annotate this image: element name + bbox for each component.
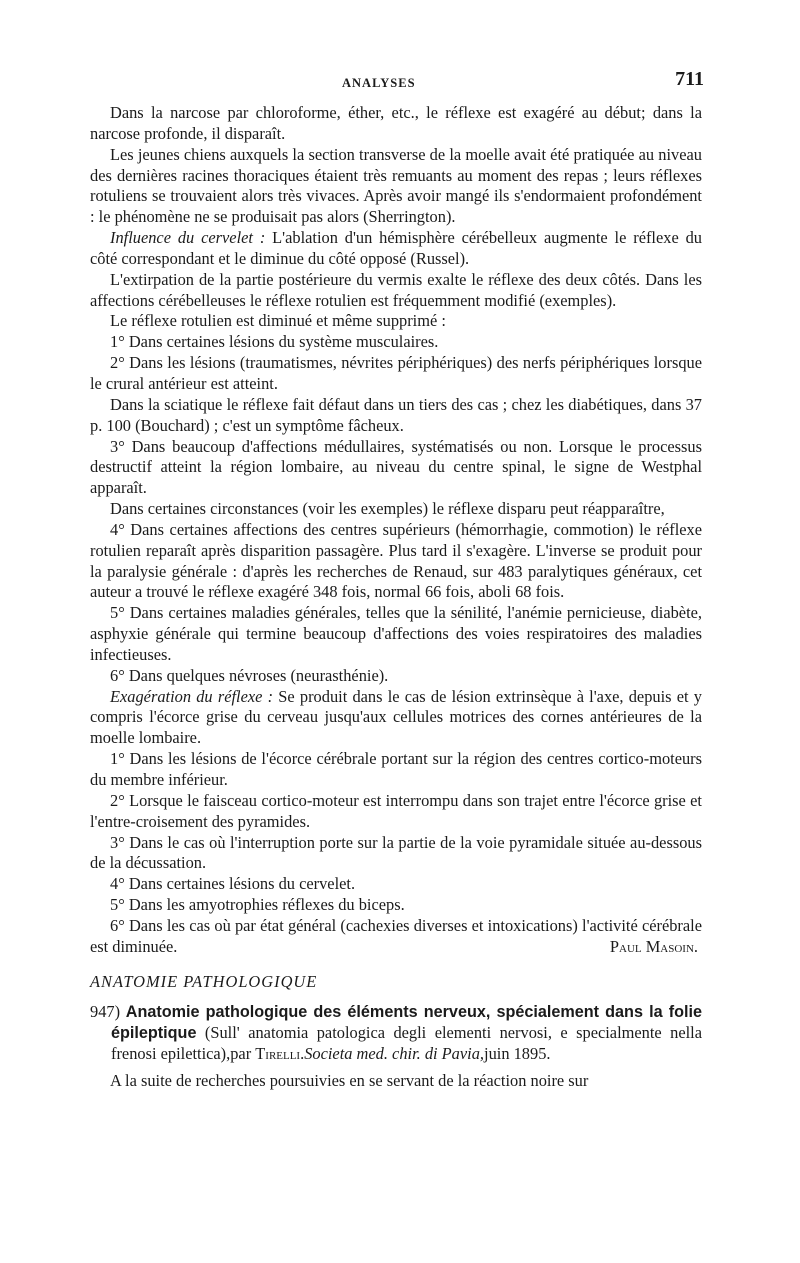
paragraph: Dans la sciatique le réflexe fait défaut dans un tiers des cas ; chez les diabétiques, dans 37 p. 100 (Bouchard) ; c'est un symptôme fâcheux. <box>90 394 702 435</box>
paragraph-text: L'ablation d'un hémisphère cérébelleux augmente le réflexe du côté correspondant et le diminue du côté opposé (Russel). <box>90 228 702 268</box>
article-heading <box>90 1002 702 1065</box>
body-text <box>90 103 702 1092</box>
paragraph: 1° Dans les lésions de l'écorce cérébrale portant sur la région des centres cortico-moteurs du membre inférieur. <box>90 749 702 789</box>
paragraph: 6° Dans les cas où par état général (cachexies diverses et intoxications) l'activité cérébrale est diminuée. <box>90 915 702 956</box>
paragraph: 5° Dans certaines maladies générales, telles que la sénilité, l'anémie pernicieuse, diabète, asphyxie générale qui termine beaucoup d'affections des voies respiratoires des maladies infectieuses. <box>90 603 702 664</box>
paragraph-lead: Influence du cervelet : <box>110 228 266 248</box>
paragraph-text: Se produit dans le cas de lésion extrinsèque à l'axe, depuis et y compris l'écorce grise du cerveau jusqu'aux cellules motrices des cornes antérieures de la moelle lombaire. <box>90 686 702 748</box>
paragraph: Le réflexe rotulien est diminué et même supprimé : <box>110 311 446 331</box>
paragraph: Dans la narcose par chloroforme, éther, etc., le réflexe est exagéré au début; dans la narcose profonde, il disparaît. <box>90 103 702 143</box>
paragraph: 4° Dans certaines affections des centres supérieurs (hémorrhagie, commotion) le réflexe rotulien reparaît après disparition passagère. Plus tard il s'exagère. L'inverse se produit pour la paralysie générale : d'après les recherches de Renaud, sur 483 paralytiques généraux, cet auteur a trouvé le réflexe exagéré 348 fois, normal 66 fois, aboli 68 fois. <box>90 519 702 602</box>
page-header <box>92 68 704 98</box>
section-title: ANATOMIE PATHOLOGIQUE <box>90 971 318 991</box>
paragraph: L'extirpation de la partie postérieure du vermis exalte le réflexe des deux côtés. Dans les affections cérébelleuses le réflexe rotulien est fréquemment modifié (exemples). <box>90 269 702 310</box>
paragraph: 3° Dans beaucoup d'affections médullaires, systématisés ou non. Lorsque le processus destructif atteint la région lombaire, au niveau du centre spinal, le signe de Westphal apparaît. <box>90 436 702 498</box>
paragraph-exageration <box>90 687 702 750</box>
running-title: ANALYSES <box>342 76 416 90</box>
paragraph: 6° Dans quelques névroses (neurasthénie). <box>110 665 389 685</box>
article-author: Tirelli. <box>255 1044 305 1064</box>
paragraph: Les jeunes chiens auxquels la section transverse de la moelle avait été pratiquée au niveau des dernières racines thoraciques étaient très remuants au moment des repas ; leurs réflexes rotuliens se trouvaient alors très vivaces. Après avoir mangé ils s'endormaient profondément : le phénomène ne se produisait pas alors (Sherrington). <box>90 144 702 227</box>
paragraph-lead: Exagération du réflexe : <box>110 686 274 706</box>
paragraph: Dans certaines circonstances (voir les exemples) le réflexe disparu peut réapparaître, <box>110 499 665 519</box>
page-number: 711 <box>675 68 704 90</box>
article-date: juin 1895. <box>484 1044 551 1064</box>
article-number: 947) <box>90 1002 121 1022</box>
article-title: Anatomie pathologique des éléments nerveux, spécialement dans la folie épileptique <box>111 1003 702 1043</box>
paragraph: 5° Dans les amyotrophies réflexes du biceps. <box>110 895 405 915</box>
paragraph: 1° Dans certaines lésions du système musculaires. <box>110 332 439 352</box>
paragraph: 4° Dans certaines lésions du cervelet. <box>110 874 356 894</box>
article-subtitle: (Sull' anatomia patologica degli elementi nervosi, e specialmente nella frenosi epilettica),par <box>111 1023 702 1064</box>
author-signature: Paul Masoin. <box>609 936 698 956</box>
paragraph: 2° Dans les lésions (traumatismes, névrites périphériques) des nerfs périphériques lorsque le crural antérieur est atteint. <box>90 353 702 393</box>
paragraph: 3° Dans le cas où l'interruption porte sur la partie de la voie pyramidale située au-dessous de la décussation. <box>90 832 702 873</box>
paragraph: 2° Lorsque le faisceau cortico-moteur est interrompu dans son trajet entre l'écorce grise et l'entre-croisement des pyramides. <box>90 790 702 831</box>
paragraph: A la suite de recherches poursuivies en se servant de la réaction noire sur <box>110 1070 589 1090</box>
article-journal: Societa med. chir. di Pavia, <box>304 1044 485 1064</box>
paragraph-cervelet <box>90 228 702 270</box>
